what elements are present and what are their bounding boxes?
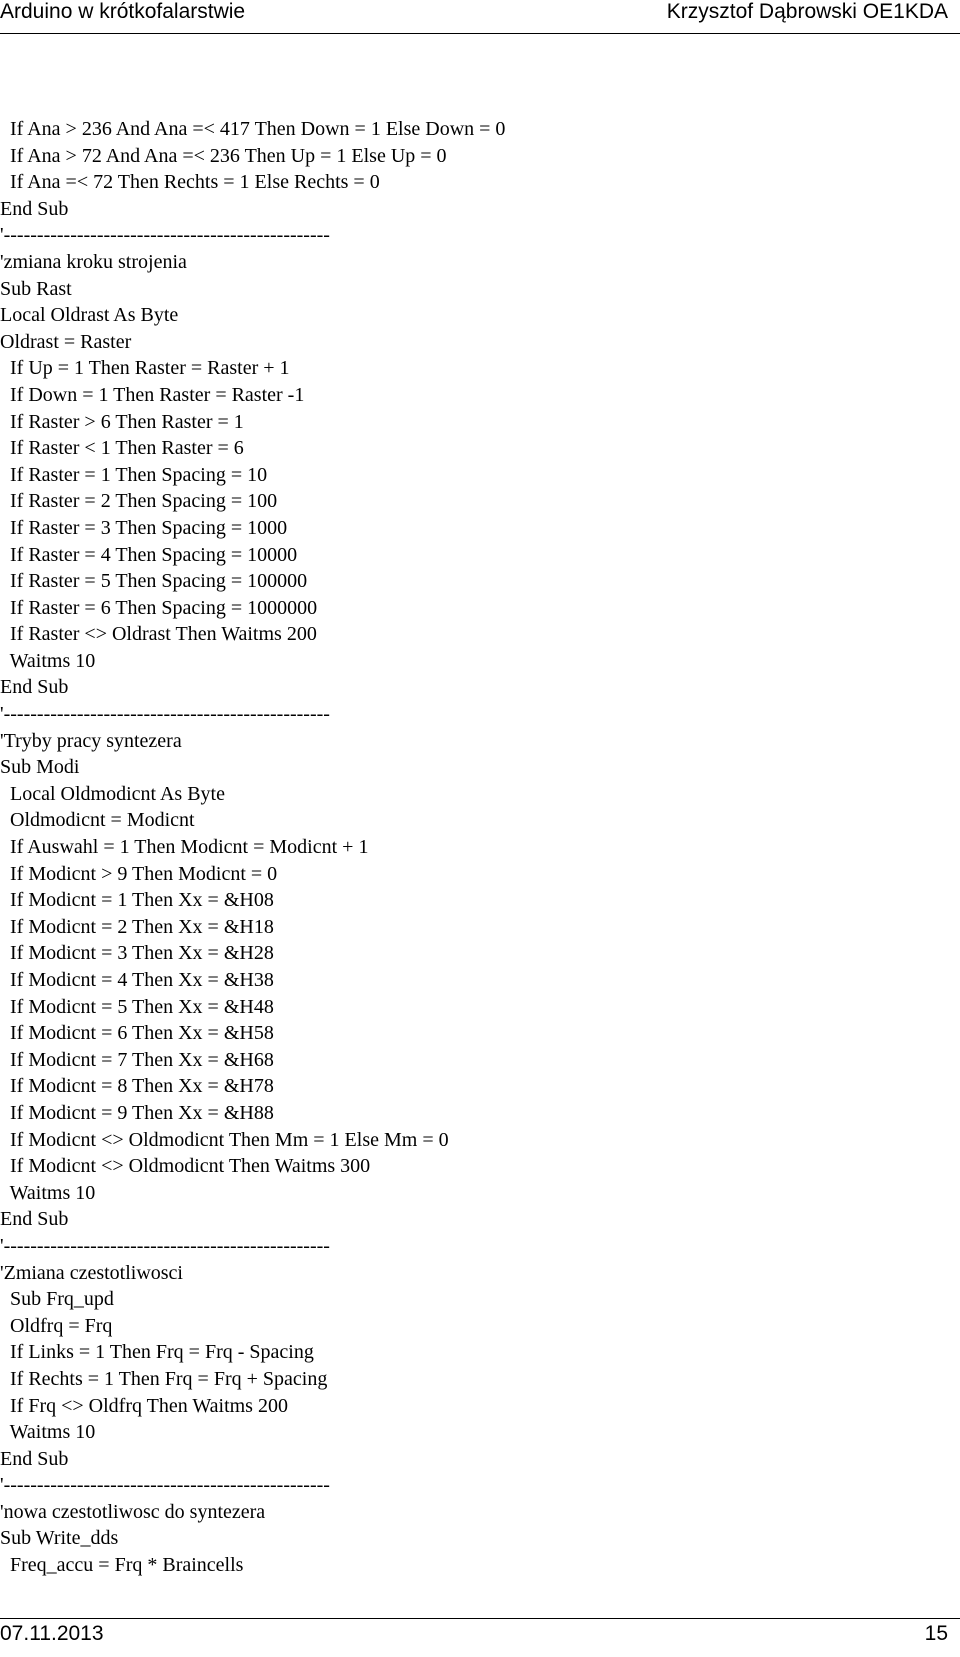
code-line: If Raster > 6 Then Raster = 1 bbox=[0, 410, 244, 433]
code-line: If Modicnt = 9 Then Xx = &H88 bbox=[0, 1101, 274, 1124]
code-line: If Raster = 6 Then Spacing = 1000000 bbox=[0, 596, 318, 619]
code-line: '------------------------------------------------- bbox=[0, 224, 330, 247]
code-line: If Modicnt = 3 Then Xx = &H28 bbox=[0, 942, 274, 965]
code-line: Waitms 10 bbox=[0, 1181, 96, 1204]
code-line: Waitms 10 bbox=[0, 649, 96, 672]
code-line: Freq_accu = Frq * Braincells bbox=[0, 1554, 244, 1577]
code-line: If Ana > 72 And Ana =< 236 Then Up = 1 Else Up = 0 bbox=[0, 144, 447, 167]
code-line: If Modicnt = 7 Then Xx = &H68 bbox=[0, 1048, 274, 1071]
code-line: End Sub bbox=[0, 676, 69, 699]
page-footer bbox=[0, 1622, 960, 1652]
footer-date: 07.11.2013 bbox=[0, 1622, 104, 1645]
code-line: '------------------------------------------------- bbox=[0, 1234, 330, 1257]
code-line: If Auswahl = 1 Then Modicnt = Modicnt + 1 bbox=[0, 836, 369, 859]
code-line: If Raster <> Oldrast Then Waitms 200 bbox=[0, 623, 317, 646]
code-line: If Modicnt = 6 Then Xx = &H58 bbox=[0, 1022, 274, 1045]
code-line: If Links = 1 Then Frq = Frq - Spacing bbox=[0, 1341, 314, 1364]
code-line: '------------------------------------------------- bbox=[0, 703, 330, 726]
code-line: Oldmodicnt = Modicnt bbox=[0, 809, 195, 832]
code-line: If Raster = 2 Then Spacing = 100 bbox=[0, 490, 278, 513]
code-line: 'nowa czestotliwosc do syntezera bbox=[0, 1500, 266, 1523]
code-line: If Up = 1 Then Raster = Raster + 1 bbox=[0, 357, 290, 380]
code-line: If Modicnt = 5 Then Xx = &H48 bbox=[0, 995, 274, 1018]
code-line: End Sub bbox=[0, 197, 69, 220]
page-number: 15 bbox=[924, 1622, 948, 1645]
code-line: Local Oldrast As Byte bbox=[0, 304, 179, 327]
code-line: If Raster = 5 Then Spacing = 100000 bbox=[0, 570, 308, 593]
page-header bbox=[0, 0, 960, 30]
code-line: Local Oldmodicnt As Byte bbox=[0, 782, 225, 805]
code-line: '------------------------------------------------- bbox=[0, 1474, 330, 1497]
code-line: If Modicnt = 1 Then Xx = &H08 bbox=[0, 889, 274, 912]
code-line: End Sub bbox=[0, 1208, 69, 1231]
header-divider bbox=[0, 33, 960, 34]
document-title: Arduino w krótkofalarstwie bbox=[0, 0, 246, 23]
code-line: Sub Write_dds bbox=[0, 1527, 119, 1550]
code-line: If Modicnt <> Oldmodicnt Then Waitms 300 bbox=[0, 1155, 371, 1178]
code-line: If Modicnt <> Oldmodicnt Then Mm = 1 Else Mm = 0 bbox=[0, 1128, 449, 1151]
code-line: 'zmiana kroku strojenia bbox=[0, 250, 187, 273]
code-line: If Ana =< 72 Then Rechts = 1 Else Rechts = 0 bbox=[0, 171, 380, 194]
code-line: Sub Modi bbox=[0, 756, 80, 779]
code-line: Sub Rast bbox=[0, 277, 72, 300]
code-line: If Modicnt = 4 Then Xx = &H38 bbox=[0, 969, 274, 991]
code-line: If Modicnt > 9 Then Modicnt = 0 bbox=[0, 862, 278, 885]
code-line: Sub Frq_upd bbox=[0, 1288, 114, 1311]
code-listing bbox=[0, 116, 960, 1579]
code-line: If Frq <> Oldfrq Then Waitms 200 bbox=[0, 1394, 288, 1417]
code-line: If Raster < 1 Then Raster = 6 bbox=[0, 437, 244, 460]
code-line: If Ana > 236 And Ana =< 417 Then Down = 1 Else Down = 0 bbox=[0, 118, 506, 140]
author-name: Krzysztof Dąbrowski OE1KDA bbox=[666, 0, 948, 23]
code-line: If Rechts = 1 Then Frq = Frq + Spacing bbox=[0, 1367, 328, 1390]
code-line: If Down = 1 Then Raster = Raster -1 bbox=[0, 383, 305, 406]
code-line: If Modicnt = 2 Then Xx = &H18 bbox=[0, 915, 274, 938]
code-line: Oldrast = Raster bbox=[0, 330, 132, 353]
code-line: Oldfrq = Frq bbox=[0, 1314, 113, 1337]
code-line: Waitms 10 bbox=[0, 1421, 96, 1444]
code-line: If Raster = 4 Then Spacing = 10000 bbox=[0, 543, 298, 566]
code-line: If Raster = 3 Then Spacing = 1000 bbox=[0, 516, 288, 539]
code-line: If Raster = 1 Then Spacing = 10 bbox=[0, 463, 268, 486]
code-line: If Modicnt = 8 Then Xx = &H78 bbox=[0, 1075, 274, 1098]
code-line: End Sub bbox=[0, 1447, 69, 1470]
footer-divider bbox=[0, 1618, 960, 1619]
code-line: 'Tryby pracy syntezera bbox=[0, 729, 182, 752]
code-line: 'Zmiana czestotliwosci bbox=[0, 1261, 183, 1284]
